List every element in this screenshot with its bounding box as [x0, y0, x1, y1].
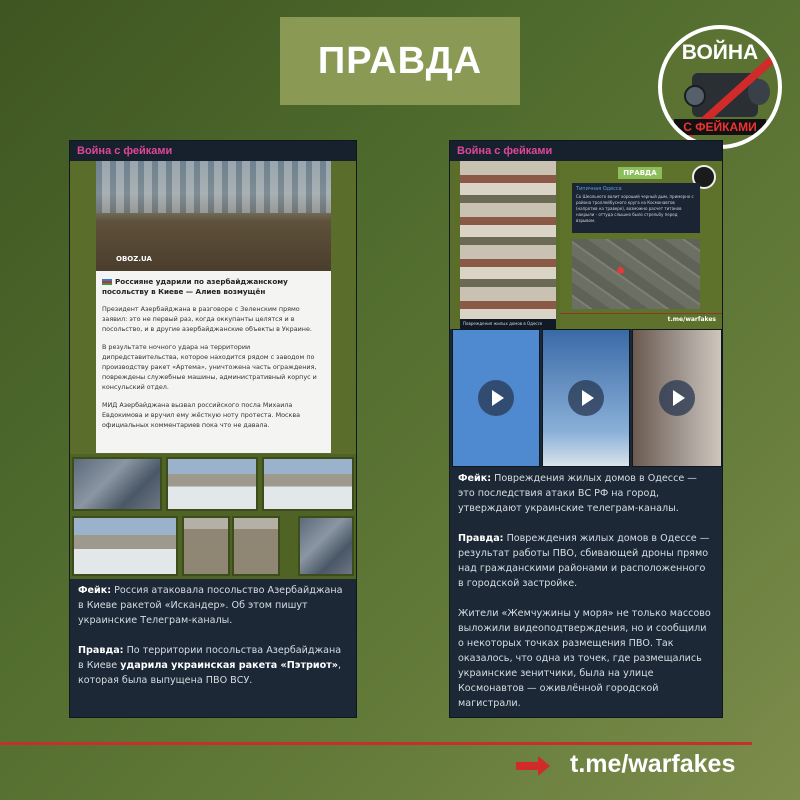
- logo-top-text: ВОЙНА: [681, 41, 759, 64]
- video-thumbnail-window[interactable]: [632, 329, 722, 467]
- article-paragraph: МИД Азербайджана вызвал российского посла Михаила Евдокимова и вручил ему жёсткую ноту протеста. Москва официальных комментариев пока что не давала.: [102, 401, 301, 429]
- play-icon[interactable]: [659, 380, 695, 416]
- truth-slide: [560, 161, 722, 329]
- embassy-photo[interactable]: [96, 161, 331, 271]
- play-icon[interactable]: [568, 380, 604, 416]
- thumbnail-satellite[interactable]: [298, 516, 354, 576]
- fake-statement: Фейк: Повреждения жилых домов в Одессе — это последствия атаки ВС РФ на город, утверждают украинские телеграм-каналы.: [458, 473, 697, 514]
- photo-caption: Повреждения жилых домов в Одессе: [460, 319, 556, 329]
- banner-title: ПРАВДА: [317, 39, 483, 82]
- extra-statement: Жители «Жемчужины у моря» не только массово выложили видеоподтверждения, но и сообщили о некоторых точках размещения ПВО. Так оказалось, что одна из точек, где размещались украинские зенитчики, была на улице Космонавтов — оживлённой городской магистрали.: [458, 608, 711, 709]
- quote-body: Со Школьного валит хороший черный дым, примерно с района троллейбусного круга на Космонавтов (напротив на травере), возможно расчет титанов накрыли - оттуда слышно было стрельбу перед взрывом.: [576, 194, 694, 223]
- slide-link: t.me/warfakes: [560, 313, 722, 325]
- fake-statement: Фейк: Россия атаковала посольство Азербайджана в Киеве ракетой «Искандер». Об этом пишут украинские Телеграм-каналы.: [78, 585, 343, 626]
- left-post-card: [69, 140, 357, 718]
- right-post-card: [449, 140, 723, 718]
- news-article-screenshot: [96, 271, 331, 453]
- quote-title: Типичная Одесса: [576, 186, 622, 192]
- map-screenshot[interactable]: [572, 239, 700, 309]
- post-text: [70, 583, 356, 703]
- thumbnail-rubble[interactable]: [182, 516, 230, 576]
- thumbnail-street[interactable]: [72, 516, 178, 576]
- map-pin-icon: [617, 267, 624, 274]
- logo-bottom-text: С ФЕЙКАМИ: [674, 119, 766, 135]
- play-icon[interactable]: [478, 380, 514, 416]
- video-thumbnail-sky[interactable]: [452, 329, 540, 467]
- arrow-right-icon: [516, 762, 540, 770]
- war-on-fakes-logo: [658, 25, 782, 149]
- divider-line: [0, 742, 752, 745]
- thumbnail-rubble[interactable]: [232, 516, 280, 576]
- footer-telegram-link[interactable]: t.me/warfakes: [570, 750, 736, 778]
- thumbnail-street[interactable]: [166, 457, 258, 511]
- evidence-thumbnails: [70, 454, 356, 579]
- video-thumbnail-sky[interactable]: [542, 329, 630, 467]
- odessa-houses-photo[interactable]: [460, 161, 556, 329]
- building-windows: [96, 161, 331, 213]
- truth-statement: Правда: Повреждения жилых домов в Одессе — результат работы ПВО, сбивающей дроны прямо над гражданскими районами и расположенного в городской застройке.: [458, 533, 710, 589]
- article-paragraph: Президент Азербайджана в разговоре с Зеленским прямо заявил: это не первый раз, когда оккупанты целятся и в посольство, и в другие азербайджанские объекты в Украине.: [102, 305, 312, 333]
- channel-header: Война с фейками: [70, 141, 356, 161]
- truth-badge: ПРАВДА: [618, 167, 662, 179]
- post-text: [450, 471, 722, 726]
- title-banner: [280, 17, 520, 105]
- channel-header: Война с фейками: [450, 141, 722, 161]
- thumbnail-satellite[interactable]: [72, 457, 162, 511]
- photo-watermark: OBOZ.UA: [116, 255, 152, 263]
- azerbaijan-flag-icon: [102, 279, 112, 285]
- telegram-quote: [572, 183, 700, 233]
- article-paragraph: В результате ночного удара на территории дипредставительства, которое находится рядом с заводом по производству ракет «Артема», уничтожена часть ограждения, повреждены служебные машины, административный корпус и консульский отдел.: [102, 343, 317, 391]
- article-headline: Россияне ударили по азербайджанскому посольству в Киеве — Алиев возмущён: [102, 277, 288, 296]
- truth-statement: Правда: По территории посольства Азербайджана в Киеве ударила украинская ракета «Пэтриот», которая была выпущена ПВО ВСУ.: [78, 645, 342, 686]
- thumbnail-street[interactable]: [262, 457, 354, 511]
